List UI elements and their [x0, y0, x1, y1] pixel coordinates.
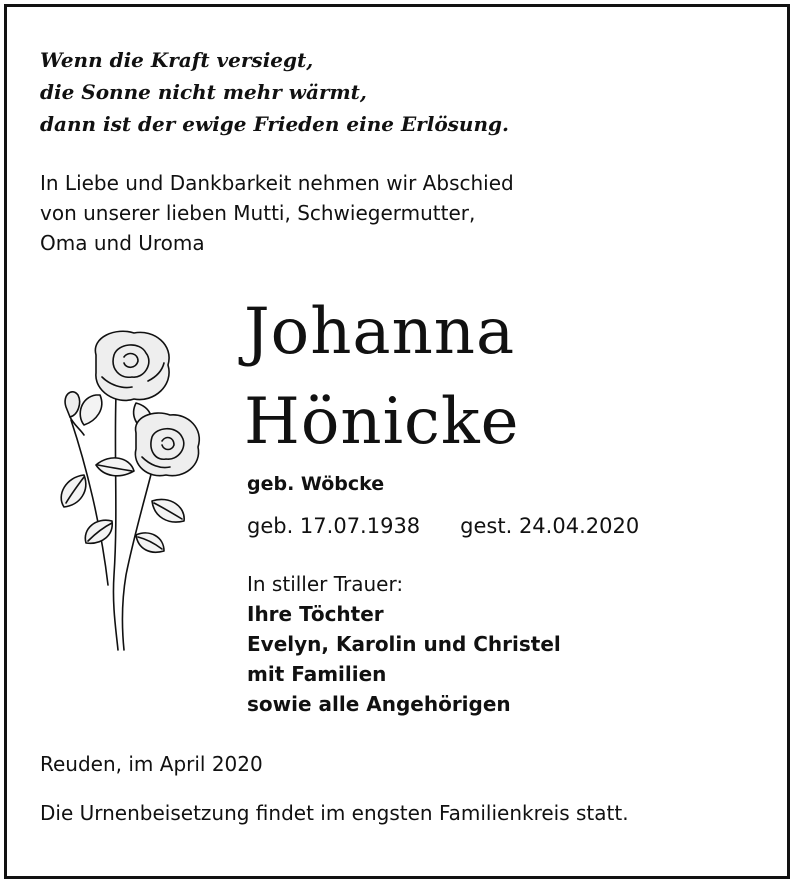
poem-line: Wenn die Kraft versiegt,	[40, 48, 314, 72]
death-date: gest. 24.04.2020	[460, 514, 640, 538]
place-date: Reuden, im April 2020	[40, 752, 263, 776]
burial-notice: Die Urnenbeisetzung findet im engsten Familienkreis statt.	[40, 801, 629, 825]
poem	[40, 44, 509, 140]
first-name: Johanna	[244, 295, 516, 369]
mourners-line: mit Familien	[247, 662, 387, 686]
last-name: Hönicke	[244, 385, 520, 459]
poem-line: dann ist der ewige Frieden eine Erlösung.	[40, 112, 509, 136]
mourners-line: Evelyn, Karolin und Christel	[247, 632, 561, 656]
intro-line: von unserer lieben Mutti, Schwiegermutter,	[40, 201, 476, 225]
intro-line: In Liebe und Dankbarkeit nehmen wir Abschied	[40, 171, 514, 195]
life-dates	[247, 514, 639, 538]
maiden-name: geb. Wöbcke	[247, 473, 385, 495]
rose-icon	[36, 325, 208, 655]
intro-line: Oma und Uroma	[40, 231, 205, 255]
mourners-heading: In stiller Trauer:	[247, 572, 404, 596]
poem-line: die Sonne nicht mehr wärmt,	[40, 80, 367, 104]
intro-text	[40, 168, 514, 258]
mourners-line: sowie alle Angehörigen	[247, 692, 511, 716]
mourners-line: Ihre Töchter	[247, 602, 384, 626]
mourners	[247, 569, 561, 719]
birth-date: geb. 17.07.1938	[247, 514, 421, 538]
